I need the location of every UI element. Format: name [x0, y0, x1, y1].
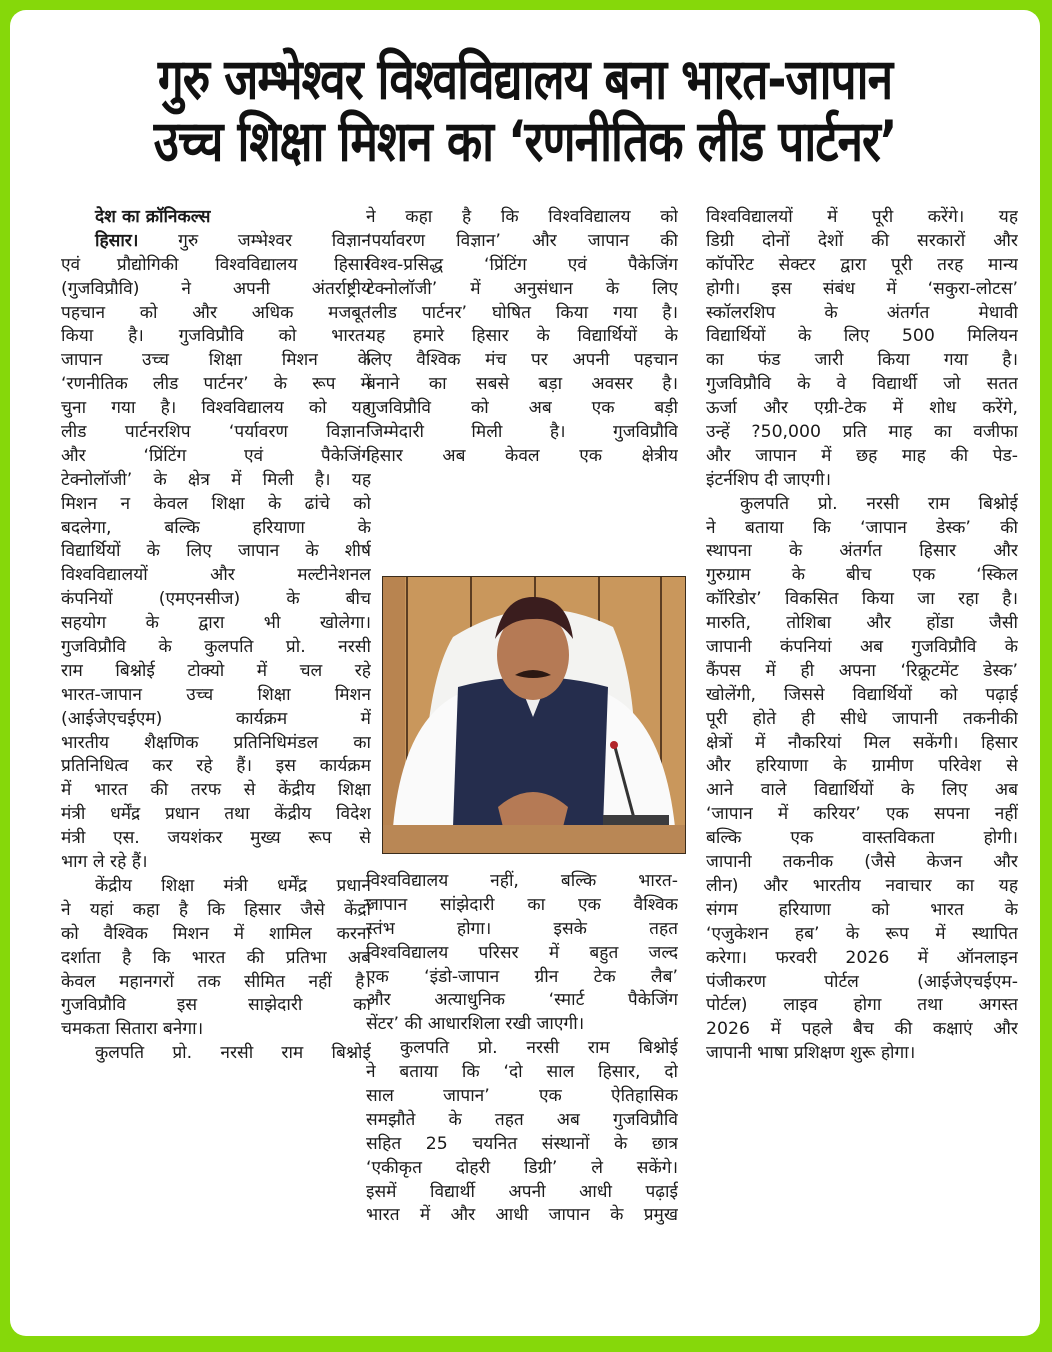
body-line: बदलेगा, बल्कि हरियाणा के: [61, 517, 371, 538]
body-line: को वैश्विक मिशन में शामिल करना: [61, 923, 371, 944]
body-line: प्रतिनिधित्व कर रहे हैं। इस कार्यक्रम: [61, 756, 371, 777]
body-line: टेक्नोलॉजी’ के क्षेत्र में मिली है। यह: [61, 469, 371, 490]
body-line: मंत्री धर्मेंद्र प्रधान तथा केंद्रीय विदेश: [61, 804, 371, 825]
body-line: का फंड जारी किया गया है।: [706, 350, 1018, 371]
body-line: इंटर्नशिप दी जाएगी।: [706, 469, 832, 490]
body-line: जापानी भाषा प्रशिक्षण शुरू होगा।: [706, 1043, 916, 1064]
body-line: बनाने का सबसे बड़ा अवसर है।: [366, 374, 678, 395]
body-line: और ‘प्रिंटिंग एवं पैकेजिंग: [61, 445, 371, 466]
body-line: खोलेंगी, जिससे विद्यार्थियों को पढ़ाई: [706, 684, 1018, 705]
body-line: जापान उच्च शिक्षा मिशन के: [61, 350, 371, 371]
body-line: जापानी तकनीक (जैसे केजन और: [706, 852, 1018, 873]
body-line: हिसार अब केवल एक क्षेत्रीय: [366, 445, 678, 466]
body-line: कॉरिडोर’ विकसित किया जा रहा है।: [706, 589, 1018, 610]
body-line: कुलपति प्रो. नरसी राम बिश्नोई: [95, 1043, 371, 1064]
body-line: जापान सांझेदारी का एक वैश्विक: [366, 894, 678, 915]
body-line: (गुजविप्रौवि) ने अपनी अंतर्राष्ट्रीय: [61, 278, 371, 299]
body-line: गुजविप्रौवि के कुलपति प्रो. नरसी: [61, 637, 371, 658]
body-line: विश्वविद्यालयों में पूरी करेंगे। यह: [706, 207, 1018, 227]
body-line: डिग्री दोनों देशों की सरकारों और: [706, 230, 1018, 251]
body-line: विश्वविद्यालय परिसर में बहुत जल्द: [366, 942, 678, 963]
byline: देश का क्रॉनिकल्स: [95, 207, 211, 227]
body-line: किया है। गुजविप्रौवि को भारत-: [61, 326, 371, 347]
body-line: गुजविप्रौवि इस साझेदारी का: [61, 995, 371, 1016]
body-line: चमकता सितारा बनेगा।: [61, 1019, 204, 1040]
headline-line-1: गुरु जम्भेश्वर विश्वविद्यालय बना भारत-जापान: [157, 46, 893, 112]
vice-chancellor-photo: [382, 576, 686, 854]
body-line: जिम्मेदारी मिली है। गुजविप्रौवि: [366, 422, 678, 443]
body-line: कंपनियों (एमएनसीज) के बीच: [61, 589, 371, 610]
body-line: मंत्री एस. जयशंकर मुख्य रूप से: [61, 828, 371, 849]
body-line: कुलपति प्रो. नरसी राम बिश्नोई: [740, 493, 1018, 514]
body-line: भारत-जापान उच्च शिक्षा मिशन: [61, 684, 371, 705]
body-line: ‘एजुकेशन हब’ के रूप में स्थापित: [706, 923, 1018, 944]
body-line: लीड पार्टनरशिप ‘पर्यावरण विज्ञान’: [61, 422, 371, 443]
body-line: राम बिश्नोई टोक्यो में चल रहे: [61, 660, 371, 681]
body-line: कुलपति प्रो. नरसी राम बिश्नोई: [400, 1038, 678, 1059]
article-column-2: [366, 206, 678, 469]
body-line: संगम हरियाणा को भारत के: [706, 899, 1018, 920]
body-line: पहचान को और अधिक मजबूत: [61, 302, 371, 323]
body-line: विश्वविद्यालयों और मल्टीनेशनल: [61, 565, 371, 586]
headline: [10, 48, 1040, 172]
body-line: केवल महानगरों तक सीमित नहीं है।: [61, 971, 371, 992]
body-line: ने बताया कि ‘जापान डेस्क’ की: [706, 517, 1018, 538]
dateline-line: [61, 230, 371, 254]
body-line: कैंपस में ही अपना ‘रिक्रूटमेंट डेस्क’: [706, 660, 1018, 681]
body-line: गुरु जम्भेश्वर विज्ञान: [138, 230, 371, 251]
body-line: उन्हें ?50,000 प्रति माह का वजीफा: [706, 422, 1018, 443]
body-line: विद्यार्थियों के लिए 500 मिलियन: [706, 326, 1018, 347]
body-line: और अत्याधुनिक ‘स्मार्ट पैकेजिंग: [366, 990, 678, 1011]
body-line: विश्व-प्रसिद्ध ‘प्रिंटिंग एवं पैकेजिंग: [366, 254, 678, 275]
body-line: में भारत की तरफ से केंद्रीय शिक्षा: [61, 780, 371, 801]
body-line: इसमें विद्यार्थी अपनी आधी पढ़ाई: [366, 1181, 678, 1202]
body-line: और जापान में छह माह की पेड-: [706, 445, 1018, 466]
dateline: हिसार।: [95, 230, 139, 251]
body-line: एक ‘इंडो-जापान ग्रीन टेक लैब’: [366, 966, 678, 987]
body-line: भारतीय शैक्षणिक प्रतिनिधिमंडल का: [61, 732, 371, 753]
body-line: सेंटर’ की आधारशिला रखी जाएगी।: [366, 1014, 585, 1035]
body-line: मिशन न केवल शिक्षा के ढांचे को: [61, 493, 371, 514]
body-line: (आईजेएचईएम) कार्यक्रम में: [61, 708, 371, 729]
article-column-1: [61, 206, 371, 1066]
body-line: पोर्टल) लाइव होगा तथा अगस्त: [706, 995, 1018, 1016]
body-line: चुना गया है। विश्वविद्यालय को यह: [61, 398, 371, 419]
body-line: पंजीकरण पोर्टल (आईजेएचईएम-: [706, 971, 1018, 992]
body-line: मारुति, तोशिबा और होंडा जैसी: [706, 613, 1018, 634]
body-line: विद्यार्थियों के लिए जापान के शीर्ष: [61, 541, 371, 562]
body-line: टेक्नोलॉजी’ में अनुसंधान के लिए: [366, 278, 678, 299]
body-line: गुजविप्रौवि को अब एक बड़ी: [366, 398, 678, 419]
body-line: होगी। इस संबंध में ‘सकुरा-लोटस’: [706, 278, 1018, 299]
body-line: ‘रणनीतिक लीड पार्टनर’ के रूप में: [61, 374, 371, 395]
body-line: ‘लीड पार्टनर’ घोषित किया गया है।: [366, 302, 678, 323]
body-line: ‘एकीकृत दोहरी डिग्री’ ले सकेंगे।: [366, 1157, 678, 1178]
body-line: लीन) और भारतीय नवाचार का यह: [706, 875, 1018, 896]
body-line: जापानी कंपनियां अब गुजविप्रौवि के: [706, 637, 1018, 658]
body-line: स्थापना के अंतर्गत हिसार और: [706, 541, 1018, 562]
body-line: सहयोग के द्वारा भी खोलेगा।: [61, 613, 371, 634]
body-line: सहित 25 चयनित संस्थानों के छात्र: [366, 1133, 678, 1154]
body-line: आने वाले विद्यार्थियों के लिए अब: [706, 780, 1018, 801]
body-line: ने बताया कि ‘दो साल हिसार, दो: [366, 1062, 678, 1083]
article-column-3: [706, 206, 1018, 1066]
body-line: गुजविप्रौवि के वे विद्यार्थी जो सतत: [706, 374, 1018, 395]
body-line: केंद्रीय शिक्षा मंत्री धर्मेंद्र प्रधान: [95, 875, 371, 896]
body-line: करेगा। फरवरी 2026 में ऑनलाइन: [706, 947, 1018, 968]
body-line: पूरी होते ही सीधे जापानी तकनीकी: [706, 708, 1018, 729]
body-line: भारत में और आधी जापान के प्रमुख: [366, 1205, 678, 1226]
body-line: एवं प्रौद्योगिकी विश्वविद्यालय हिसार: [61, 254, 371, 275]
body-line: स्तंभ होगा। इसके तहत: [366, 918, 678, 939]
body-line: यह हमारे हिसार के विद्यार्थियों के: [366, 326, 678, 347]
body-line: ‘जापान में करियर’ एक सपना नहीं: [706, 804, 1018, 825]
body-line: ने यहां कहा है कि हिसार जैसे केंद्रों: [61, 899, 371, 920]
body-line: बल्कि एक वास्तविकता होगी।: [706, 828, 1018, 849]
article-column-2-continued: [366, 870, 678, 1228]
body-line: विश्वविद्यालय नहीं, बल्कि भारत-: [366, 871, 678, 891]
body-line: गुरुग्राम के बीच एक ‘स्किल: [706, 565, 1018, 586]
body-line: दर्शाता है कि भारत की प्रतिभा अब: [61, 947, 371, 968]
body-line: साल जापान’ एक ऐतिहासिक: [366, 1086, 678, 1107]
body-line: क्षेत्रों में नौकरियां मिल सकेंगी। हिसार: [706, 732, 1018, 753]
headline-line-2: उच्च शिक्षा मिशन का ‘रणनीतिक लीड पार्टनर’: [153, 108, 897, 174]
body-line: ने कहा है कि विश्वविद्यालय को: [366, 207, 678, 227]
body-line: ऊर्जा और एग्री-टेक में शोध करेंगे,: [706, 398, 1018, 419]
body-line: कॉर्पोरेट सेक्टर द्वारा पूरी तरह मान्य: [706, 254, 1018, 275]
body-line: ‘पर्यावरण विज्ञान’ और जापान की: [366, 230, 678, 251]
body-line: भाग ले रहे हैं।: [61, 852, 148, 873]
body-line: और हरियाणा के ग्रामीण परिवेश से: [706, 756, 1018, 777]
body-line: लिए वैश्विक मंच पर अपनी पहचान: [366, 350, 678, 371]
article-panel: [10, 10, 1040, 1336]
body-line: समझौते के तहत अब गुजविप्रौवि: [366, 1109, 678, 1130]
body-line: 2026 में पहले बैच की कक्षाएं और: [706, 1019, 1018, 1040]
body-line: स्कॉलरशिप के अंतर्गत मेधावी: [706, 302, 1018, 323]
